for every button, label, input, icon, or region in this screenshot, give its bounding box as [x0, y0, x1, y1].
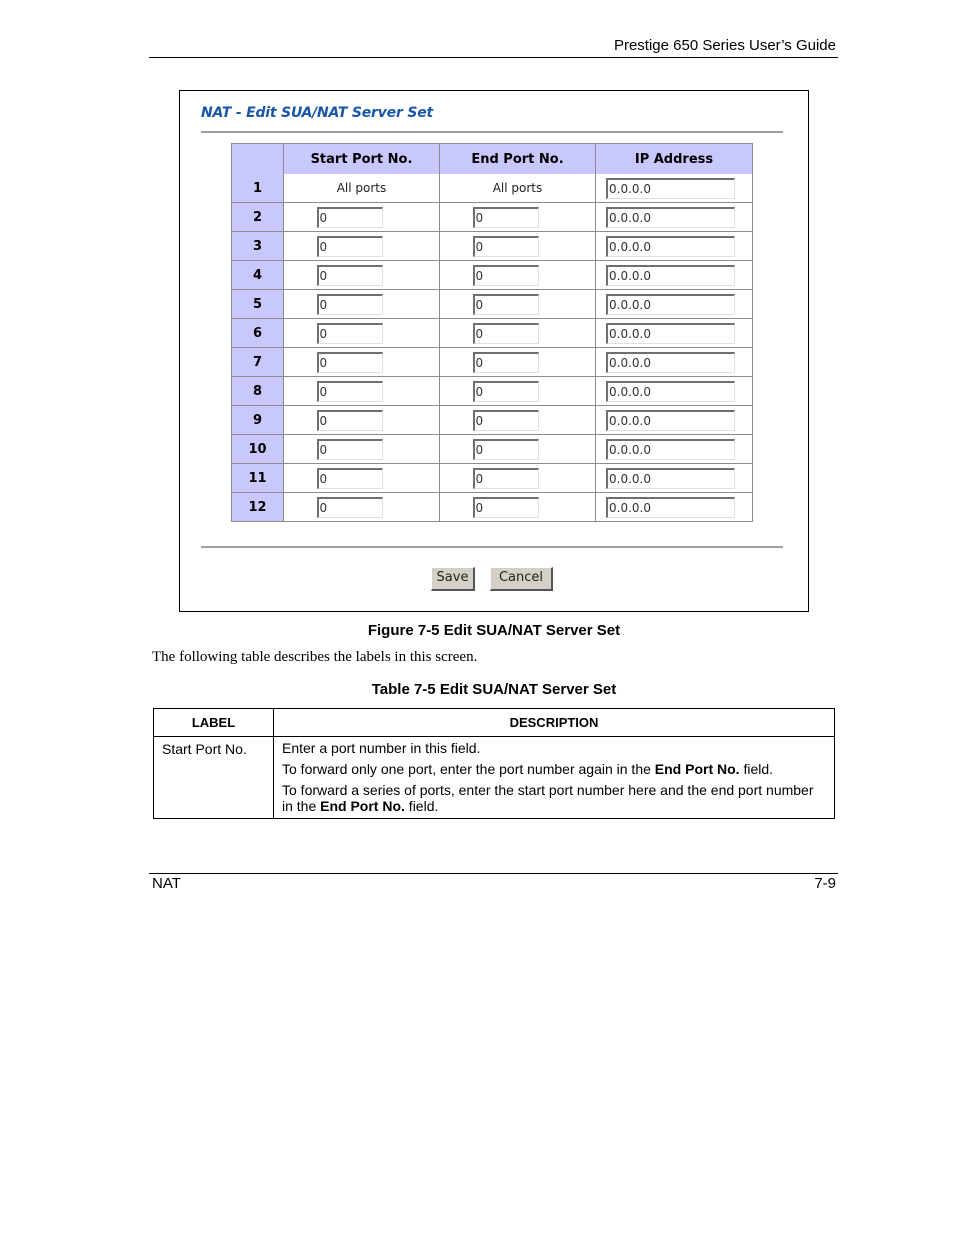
footer-rule — [149, 873, 838, 874]
row-index: 10 — [232, 435, 284, 464]
start-port-input[interactable]: 0 — [317, 497, 383, 518]
text-run: field. — [404, 798, 439, 814]
row-index: 6 — [232, 319, 284, 348]
button-divider — [201, 546, 783, 548]
table-row — [232, 435, 752, 464]
ip-address-input[interactable]: 0.0.0.0 — [606, 265, 735, 286]
start-port-input[interactable]: 0 — [317, 294, 383, 315]
table-header-row — [232, 144, 752, 174]
header-rule — [149, 57, 838, 58]
page-number: 7-9 — [814, 875, 836, 892]
table-row — [232, 203, 752, 232]
table-row — [232, 348, 752, 377]
ip-address-input[interactable]: 0.0.0.0 — [606, 497, 735, 518]
table-row — [232, 493, 752, 521]
end-port-input[interactable]: 0 — [473, 294, 539, 315]
description-table — [153, 708, 835, 819]
ip-address-input[interactable]: 0.0.0.0 — [606, 323, 735, 344]
end-port-input[interactable]: 0 — [473, 410, 539, 431]
text-run: field. — [739, 761, 774, 777]
start-port-input[interactable]: 0 — [317, 410, 383, 431]
row-index: 4 — [232, 261, 284, 290]
end-port-input[interactable]: 0 — [473, 207, 539, 228]
row-index: 12 — [232, 493, 284, 521]
field-description — [274, 737, 835, 819]
end-port-input[interactable]: 0 — [473, 439, 539, 460]
save-button[interactable]: Save — [431, 567, 475, 591]
end-port-input[interactable]: 0 — [473, 323, 539, 344]
start-port-column-header: Start Port No. — [284, 144, 440, 174]
row-index: 9 — [232, 406, 284, 435]
start-port-input[interactable]: 0 — [317, 352, 383, 373]
text-run: To forward only one port, enter the port number again in the — [282, 761, 655, 777]
end-port-static: All ports — [440, 174, 596, 203]
row-index: 3 — [232, 232, 284, 261]
ip-address-input[interactable]: 0.0.0.0 — [606, 178, 735, 199]
description-column-header: DESCRIPTION — [274, 709, 835, 737]
description-paragraph: Enter a port number in this field. — [282, 740, 481, 756]
screen-title: NAT - Edit SUA/NAT Server Set — [201, 105, 434, 121]
title-divider — [201, 131, 783, 133]
ip-address-input[interactable]: 0.0.0.0 — [606, 236, 735, 257]
ip-address-input[interactable]: 0.0.0.0 — [606, 410, 735, 431]
field-label: Start Port No. — [154, 737, 274, 819]
table-row — [232, 406, 752, 435]
start-port-input[interactable]: 0 — [317, 265, 383, 286]
start-port-input[interactable]: 0 — [317, 207, 383, 228]
field-reference: End Port No. — [654, 761, 740, 777]
table-row — [232, 261, 752, 290]
start-port-input[interactable]: 0 — [317, 323, 383, 344]
start-port-input[interactable]: 0 — [317, 439, 383, 460]
table-row — [232, 290, 752, 319]
row-index: 5 — [232, 290, 284, 319]
end-port-input[interactable]: 0 — [473, 352, 539, 373]
row-index: 11 — [232, 464, 284, 493]
figure-caption: Figure 7-5 Edit SUA/NAT Server Set — [367, 622, 621, 639]
end-port-column-header: End Port No. — [440, 144, 596, 174]
row-index: 8 — [232, 377, 284, 406]
row-index: 2 — [232, 203, 284, 232]
footer-chapter: NAT — [152, 875, 181, 892]
field-reference: End Port No. — [320, 798, 405, 814]
table-row — [154, 737, 835, 819]
ip-address-input[interactable]: 0.0.0.0 — [606, 294, 735, 315]
text-run: To forward a series of ports, enter the start port number here and the end port number in the — [282, 782, 814, 814]
row-index: 1 — [232, 174, 284, 203]
label-column-header: LABEL — [154, 709, 274, 737]
server-set-table — [231, 143, 753, 522]
end-port-input[interactable]: 0 — [473, 497, 539, 518]
description-paragraph — [282, 782, 826, 814]
ip-address-input[interactable]: 0.0.0.0 — [606, 381, 735, 402]
start-port-input[interactable]: 0 — [317, 381, 383, 402]
table-row — [232, 174, 752, 203]
start-port-input[interactable]: 0 — [317, 468, 383, 489]
ip-address-column-header: IP Address — [596, 144, 752, 174]
table-row — [232, 232, 752, 261]
cancel-button[interactable]: Cancel — [490, 567, 553, 591]
table-row — [232, 464, 752, 493]
ip-address-input[interactable]: 0.0.0.0 — [606, 352, 735, 373]
start-port-static: All ports — [284, 174, 440, 203]
table-row — [232, 377, 752, 406]
start-port-input[interactable]: 0 — [317, 236, 383, 257]
table-row — [232, 319, 752, 348]
index-column-header — [232, 144, 284, 174]
row-index: 7 — [232, 348, 284, 377]
intro-paragraph: The following table describes the labels in this screen. — [152, 649, 478, 665]
end-port-input[interactable]: 0 — [473, 265, 539, 286]
description-header-row — [154, 709, 835, 737]
end-port-input[interactable]: 0 — [473, 381, 539, 402]
end-port-input[interactable]: 0 — [473, 468, 539, 489]
table-caption: Table 7-5 Edit SUA/NAT Server Set — [371, 681, 617, 698]
ip-address-input[interactable]: 0.0.0.0 — [606, 439, 735, 460]
description-paragraph — [282, 761, 826, 777]
end-port-input[interactable]: 0 — [473, 236, 539, 257]
ip-address-input[interactable]: 0.0.0.0 — [606, 468, 735, 489]
running-header: Prestige 650 Series User’s Guide — [613, 37, 836, 54]
ip-address-input[interactable]: 0.0.0.0 — [606, 207, 735, 228]
screenshot-figure — [179, 90, 809, 612]
